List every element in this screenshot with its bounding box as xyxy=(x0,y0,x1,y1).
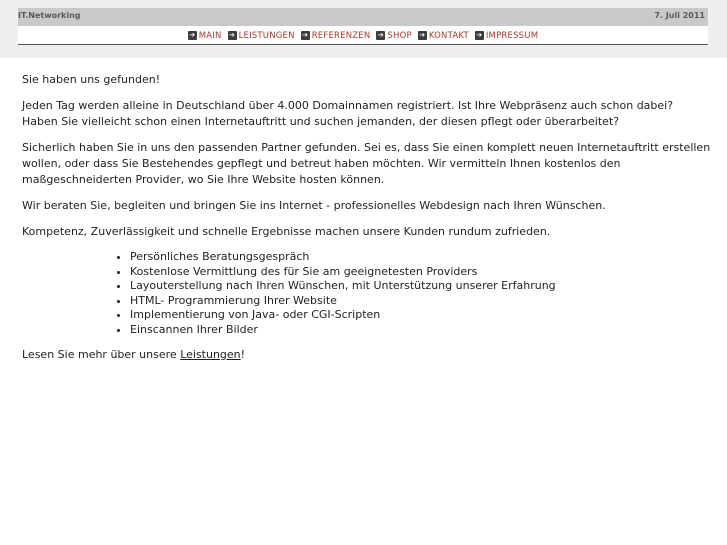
leistungen-link[interactable]: Leistungen xyxy=(180,348,241,361)
nav-item-label: IMPRESSUM xyxy=(485,30,539,41)
arrow-right-icon: ➔ xyxy=(419,31,426,39)
arrow-right-icon: ➔ xyxy=(476,31,483,39)
closing-suffix: ! xyxy=(240,348,246,361)
services-list xyxy=(22,250,712,337)
closing-prefix: Lesen Sie mehr über unsere xyxy=(22,348,181,361)
list-item: • Persönliches Beratungsgespräch xyxy=(130,250,712,265)
nav-item-referenzen[interactable] xyxy=(301,31,371,41)
nav-item-label: SHOP xyxy=(387,30,412,41)
nav-item-label: MAIN xyxy=(198,30,222,41)
list-item: • Implementierung von Java- oder CGI-Scripten xyxy=(130,308,712,323)
list-item: • Kostenlose Vermittlung des für Sie am geeignetesten Providers xyxy=(130,265,712,280)
arrow-right-icon: ➔ xyxy=(189,31,196,39)
domain-paragraph: Jeden Tag werden alleine in Deutschland über 4.000 Domainnamen registriert. Ist Ihre Webpräsenz auch schon dabei? Haben Sie vielleicht schon einen Internetauftritt und suchen jemanden, der diesen pflegt oder überarbeitet? xyxy=(22,99,674,128)
intro-paragraph: Sie haben uns gefunden! xyxy=(22,73,161,86)
nav-item-label: REFERENZEN xyxy=(311,30,371,41)
nav-item-impressum[interactable] xyxy=(475,31,538,41)
nav-item-kontakt[interactable] xyxy=(418,31,469,41)
site-title: IT.Networking xyxy=(18,11,81,20)
nav-item-leistungen[interactable] xyxy=(228,31,295,41)
nav-item-label: KONTAKT xyxy=(428,30,469,41)
nav-item-main[interactable] xyxy=(188,31,222,41)
nav-item-label: LEISTUNGEN xyxy=(238,30,295,41)
header-band xyxy=(0,0,727,58)
partner-paragraph: Sicherlich haben Sie in uns den passenden Partner gefunden. Sei es, dass Sie einen komplett neuen Internetauftritt erstellen wollen, oder dass Sie Bestehendes gepflegt und betreut haben möchten. Wir vermitteln Ihnen kostenlos den maßgeschneiderten Provider, wo Sie Ihre Website hosten können. xyxy=(22,141,711,186)
closing-paragraph xyxy=(22,347,712,363)
list-item: • Einscannen Ihrer Bilder xyxy=(130,323,712,338)
top-bar xyxy=(18,8,708,28)
arrow-right-icon: ➔ xyxy=(377,31,384,39)
consulting-paragraph: Wir beraten Sie, begleiten und bringen Sie ins Internet - professionelles Webdesign nach Ihren Wünschen. xyxy=(22,199,606,212)
list-item: • HTML- Programmierung Ihrer Website xyxy=(130,294,712,309)
list-item: • Layouterstellung nach Ihren Wünschen, mit Unterstützung unserer Erfahrung xyxy=(130,279,712,294)
arrow-right-icon: ➔ xyxy=(229,31,236,39)
date-label: 7. Juli 2011 xyxy=(654,11,705,20)
arrow-right-icon: ➔ xyxy=(302,31,309,39)
main-content xyxy=(22,72,712,373)
competence-paragraph: Kompetenz, Zuverlässigkeit und schnelle Ergebnisse machen unsere Kunden rundum zufrieden. xyxy=(22,225,551,238)
nav-item-shop[interactable] xyxy=(376,31,411,41)
main-navigation xyxy=(18,27,708,45)
